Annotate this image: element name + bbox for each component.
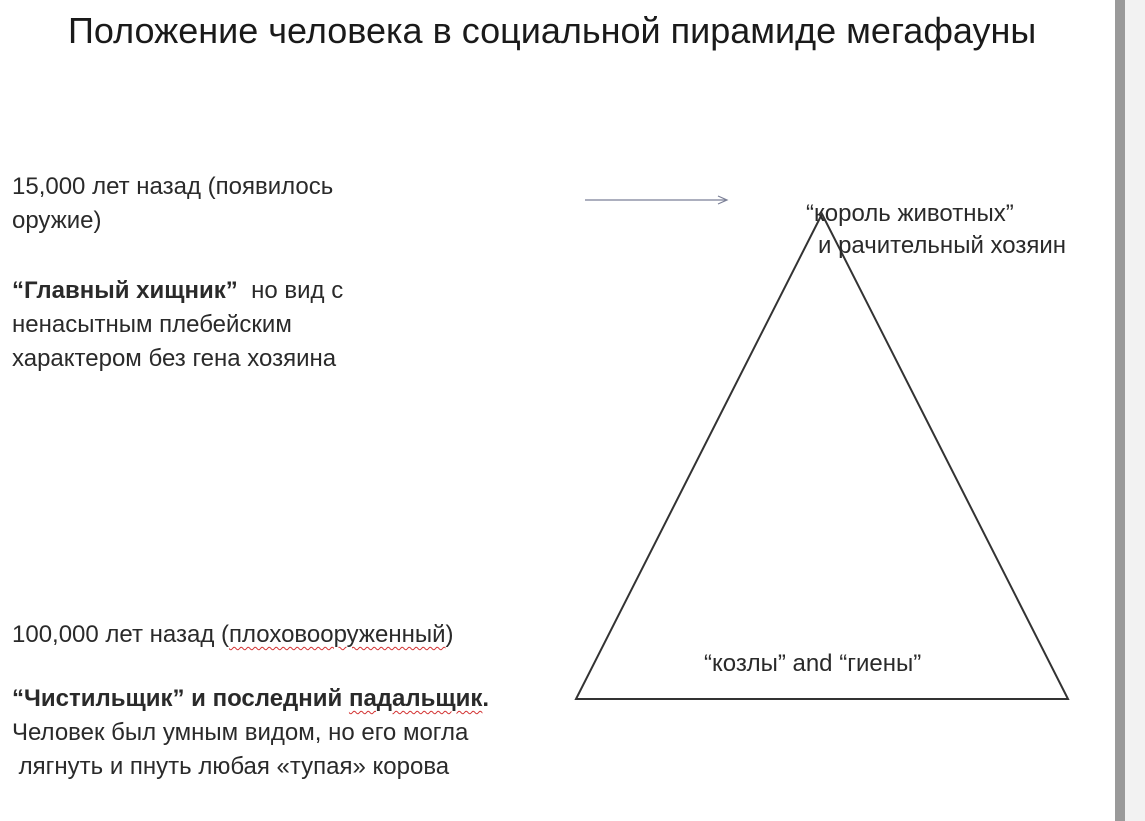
bottom-line-1-suffix: ) [445, 621, 454, 648]
scavenger-term: “Чистильщик” и последний [12, 685, 349, 712]
top-predator-term: “Главный хищник” [12, 277, 238, 304]
top-block-line-3-rest: но вид с [237, 277, 344, 304]
bottom-block-line-4: лягнуть и пнуть любая «тупая» корова [12, 753, 450, 780]
bottom-line-1-prefix: 100,000 лет назад ( [12, 621, 229, 648]
window-edge [1125, 0, 1145, 821]
misspelled-word: плоховооруженный [228, 621, 446, 648]
scavenger-word: падальщик [348, 685, 483, 712]
apex-label-line-2: и рачительный хозяин [818, 232, 1066, 259]
top-block-line-4: ненасытным плебейским [12, 311, 292, 338]
scavenger-period: . [482, 685, 490, 712]
apex-label [806, 198, 1118, 262]
top-block-line-5: характером без гена хозяина [12, 345, 337, 372]
slide-title: Положение человека в социальной пирамиде мегафауны [68, 10, 1037, 51]
apex-label-line-1: “король животных” [806, 200, 1014, 227]
scrollbar[interactable] [1115, 0, 1125, 821]
top-block-line-2: оружие) [12, 207, 102, 234]
base-label: “козлы” and “гиены” [704, 650, 922, 677]
bottom-block-line-3: Человек был умным видом, но его могла [12, 719, 469, 746]
top-block-line-1: 15,000 лет назад (появилось [12, 173, 334, 200]
social-pyramid-triangle [576, 214, 1068, 699]
